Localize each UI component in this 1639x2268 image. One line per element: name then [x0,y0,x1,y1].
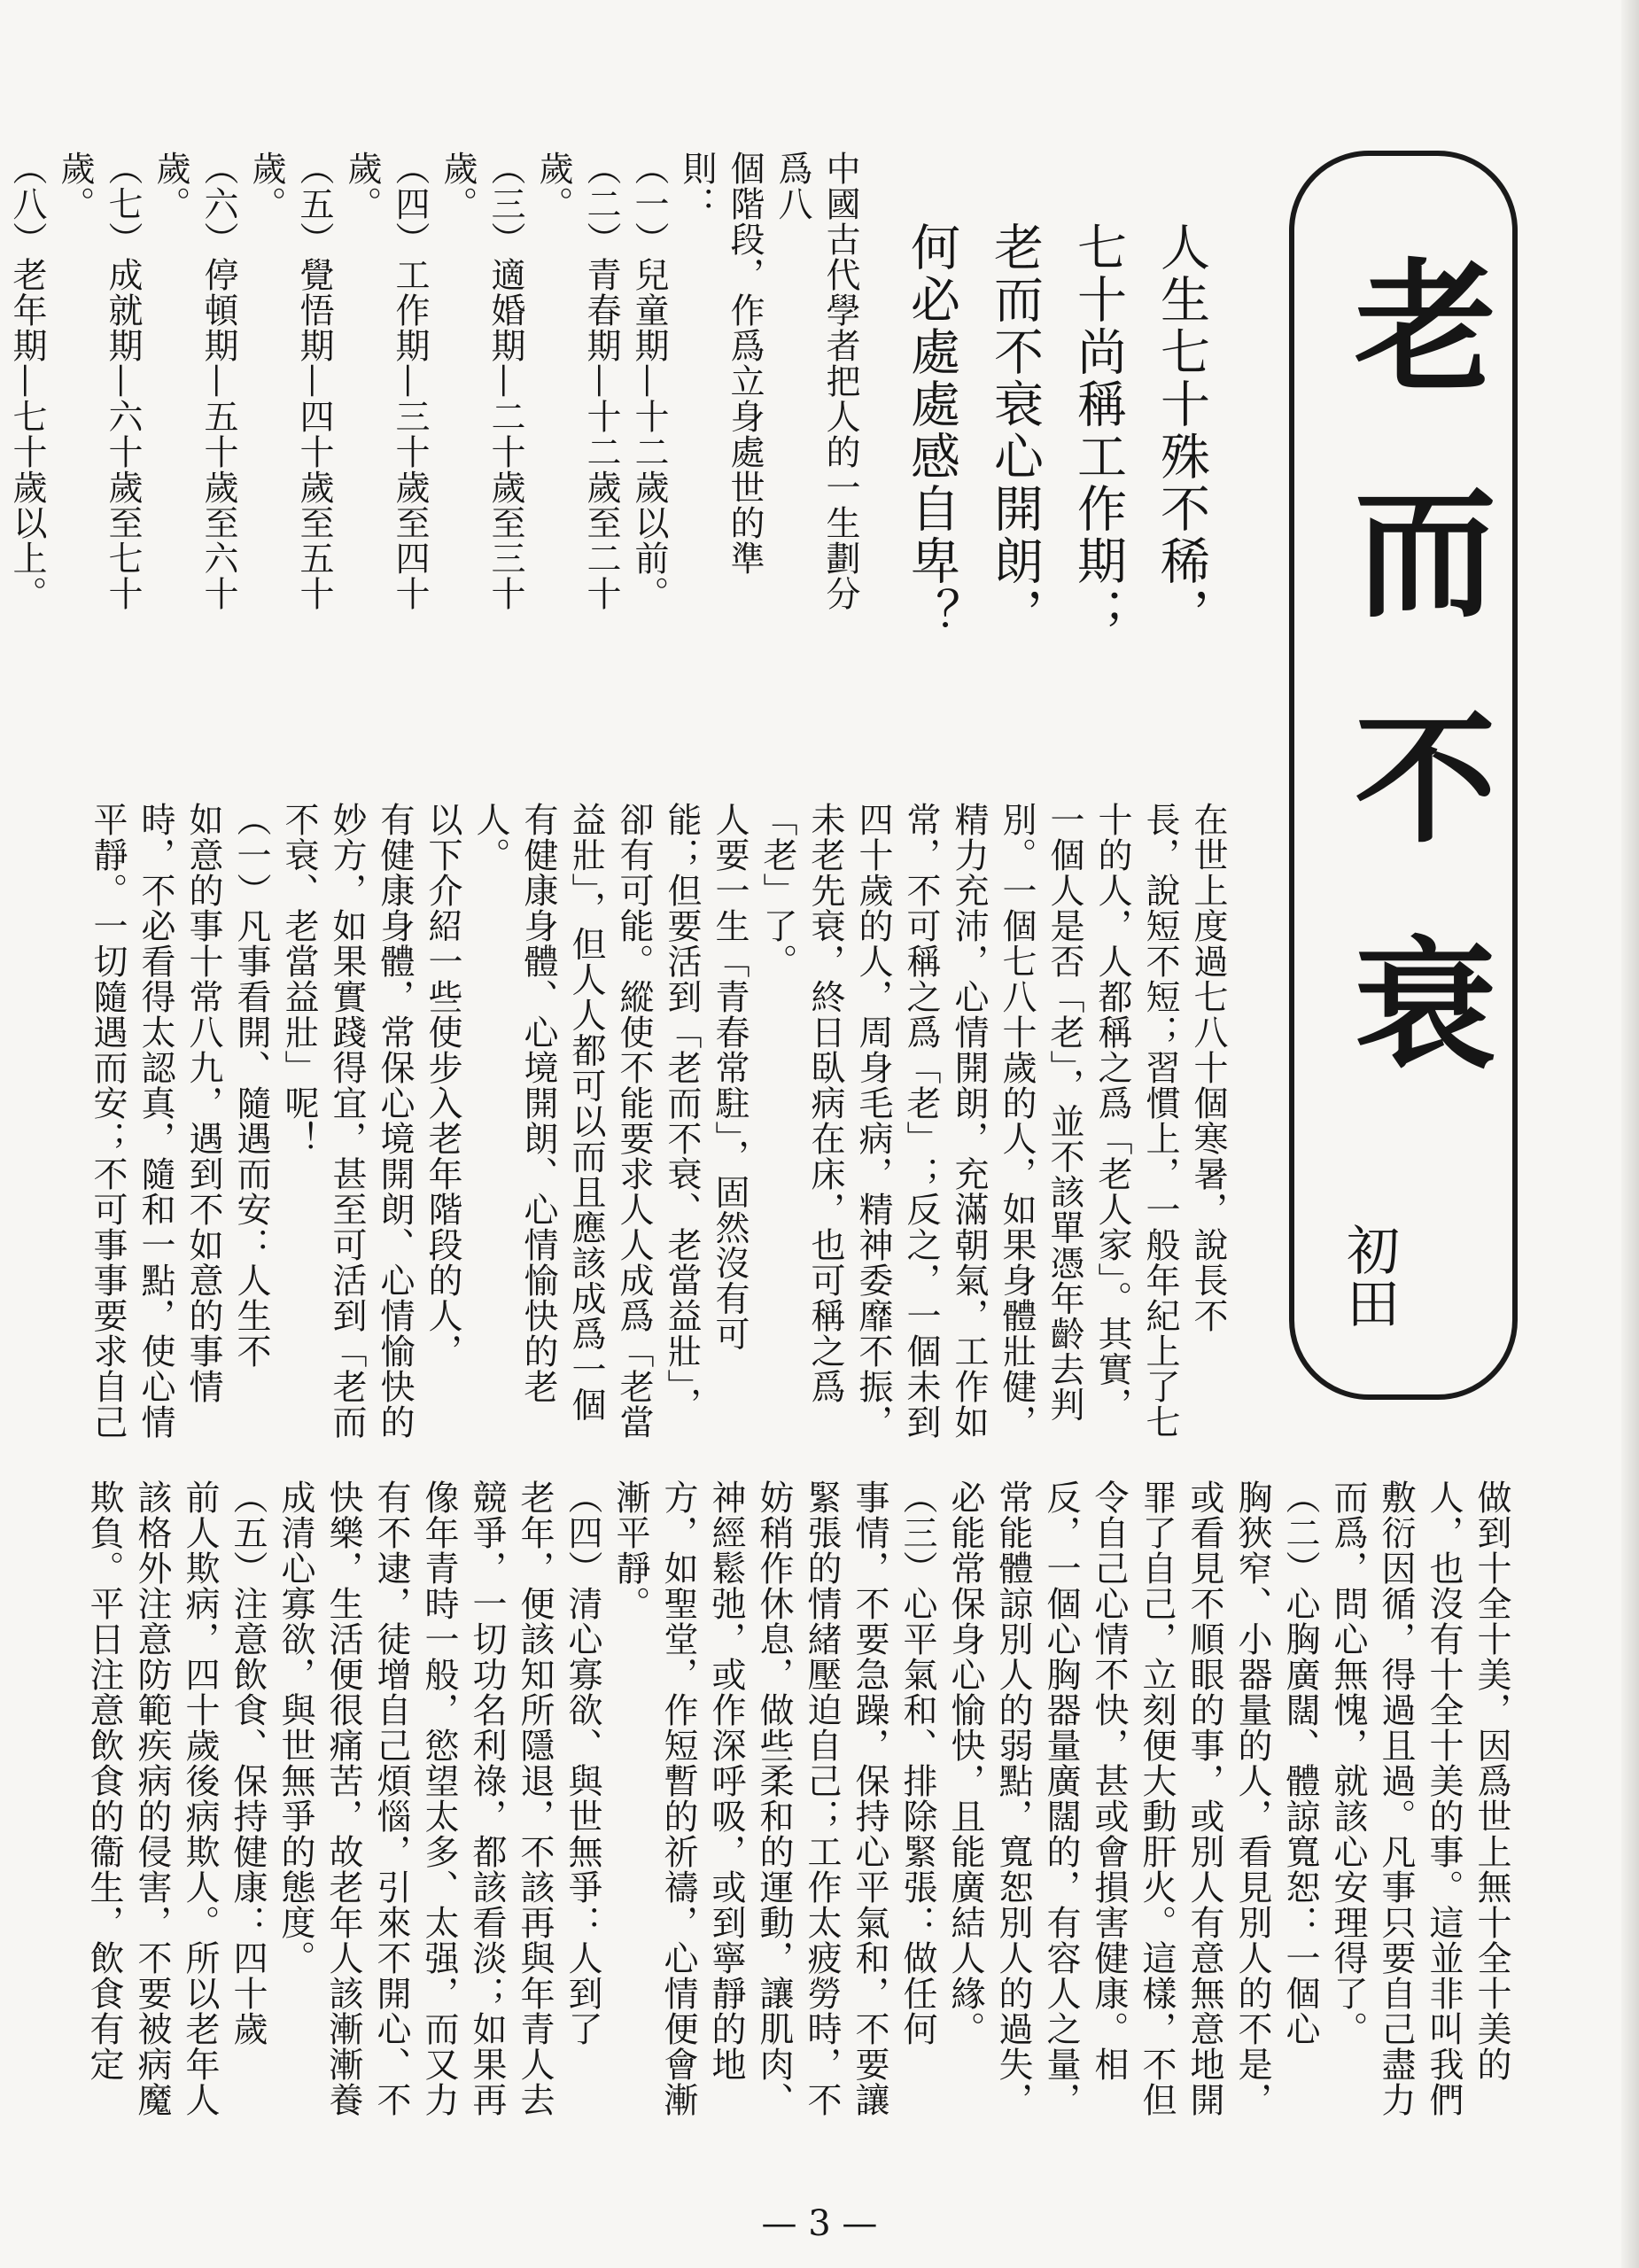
page-number: — 3 — [761,2203,878,2244]
article-author: 初田 [1338,1223,1400,1329]
article-subtitle-poem: 人生七十殊不稀， 七十尚稱工作期； 老而不衰心開朗， 何必處處感自卑？ [903,221,1210,640]
lower-column: 做到十全十美，因爲世上無十全十美的 人，也沒有十全十美的事。這並非叫我們 敷衍因循，得過且過。凡事只要自己盡力 而爲，問心無愧，就該心安理得了。 （二）心胸廣闊、體諒寬恕：一個心 胸狹窄、小器量的人，看見別人的不是， 或看見不順眼的事，或別人有意無意地開 罪了自己，立刻便大動肝火。這樣，不但 令自己心情不快，甚或會損害健康。相 反，一個心胸器量廣闊的，有容人之量， 常能體諒別人的弱點，寬恕別人的過失， 必能常保身心愉快，且能廣結人緣。 （三）心平氣和、排除緊張：做任何 事情，不要急躁，保持心平氣和，不要讓 緊張的情緒壓迫自己；工作太疲勞時，不 妨稍作休息，做些柔和的運動，讓肌肉、 神經鬆弛，或作深呼吸，或到寧靜的地 方，如聖堂，作短暫的祈禱，心情便會漸 漸平靜。 （四）清心寡欲、與世無爭：人到了 老年，便該知所隱退，不該再與年青人去 競爭，一切功名利祿，都該看淡；如果再 像年青時一般，慾望太多、太强，而又力 有不逮，徒增自己煩惱，引來不開心、不 快樂，生活便很痛苦，故老年人該漸漸養 成清心寡欲，與世無爭的態度。 （五）注意飲食、保持健康：四十歲 前人欺病，四十歲後病欺人。所以老年人 該格外注意防範疾病的侵害，不要被病魔 欺負。平日注意飲食的衞生，飲食有定 [84,1480,1511,2117]
intro-column: 中國古代學者把人的一生劃分爲八 個階段，作爲立身處世的準則： （一）兒童期—十二歲以前。 （二）青春期—十二歲至二十歲。 （三）適婚期—二十歲至三十歲。 （四）工作期—三十歲至四十歲。 （五）覺悟期—四十歲至五十歲。 （六）停頓期—五十歲至六十歲。 （七）成就期—六十歲至七十歲。 （八）老年期—七十歲以上。 [7,151,860,611]
article-title: 老而不衰 [1331,252,1496,1156]
middle-column: 在世上度過七八十個寒暑，說長不 長，說短不短；習慣上，一般年紀上了七 十的人，人都稱之爲「老人家」。其實， 一個人是否「老」，並不該單憑年齡去判 別。一個七八十歲的人，如果身體壯健， 精力充沛，心情開朗，充滿朝氣，工作如 常，不可稱之爲「老」；反之，一個未到 四十歲的人，周身毛病，精神委靡不振， 未老先衰，終日臥病在床，也可稱之爲 「老」了。 人要一生「青春常駐」，固然沒有可 能；但要活到「老而不衰、老當益壯」， 卻有可能。縱使不能要求人人成爲「老當 益壯」，但人人都可以而且應該成爲一個 有健康身體、心境開朗、心情愉快的老 人。 以下介紹一些使步入老年階段的人， 有健康身體，常保心境開朗、心情愉快的 妙方，如果實踐得宜，甚至可活到「老而 不衰、老當益壯」呢！ （一）凡事看開、隨遇而安：人生不 如意的事十常八九，遇到不如意的事情 時，不必看得太認真，隨和一點，使心情 平靜。一切隨遇而安；不可事事要求自己 [88,802,1228,1440]
page-edge-shadow [1621,0,1639,2268]
